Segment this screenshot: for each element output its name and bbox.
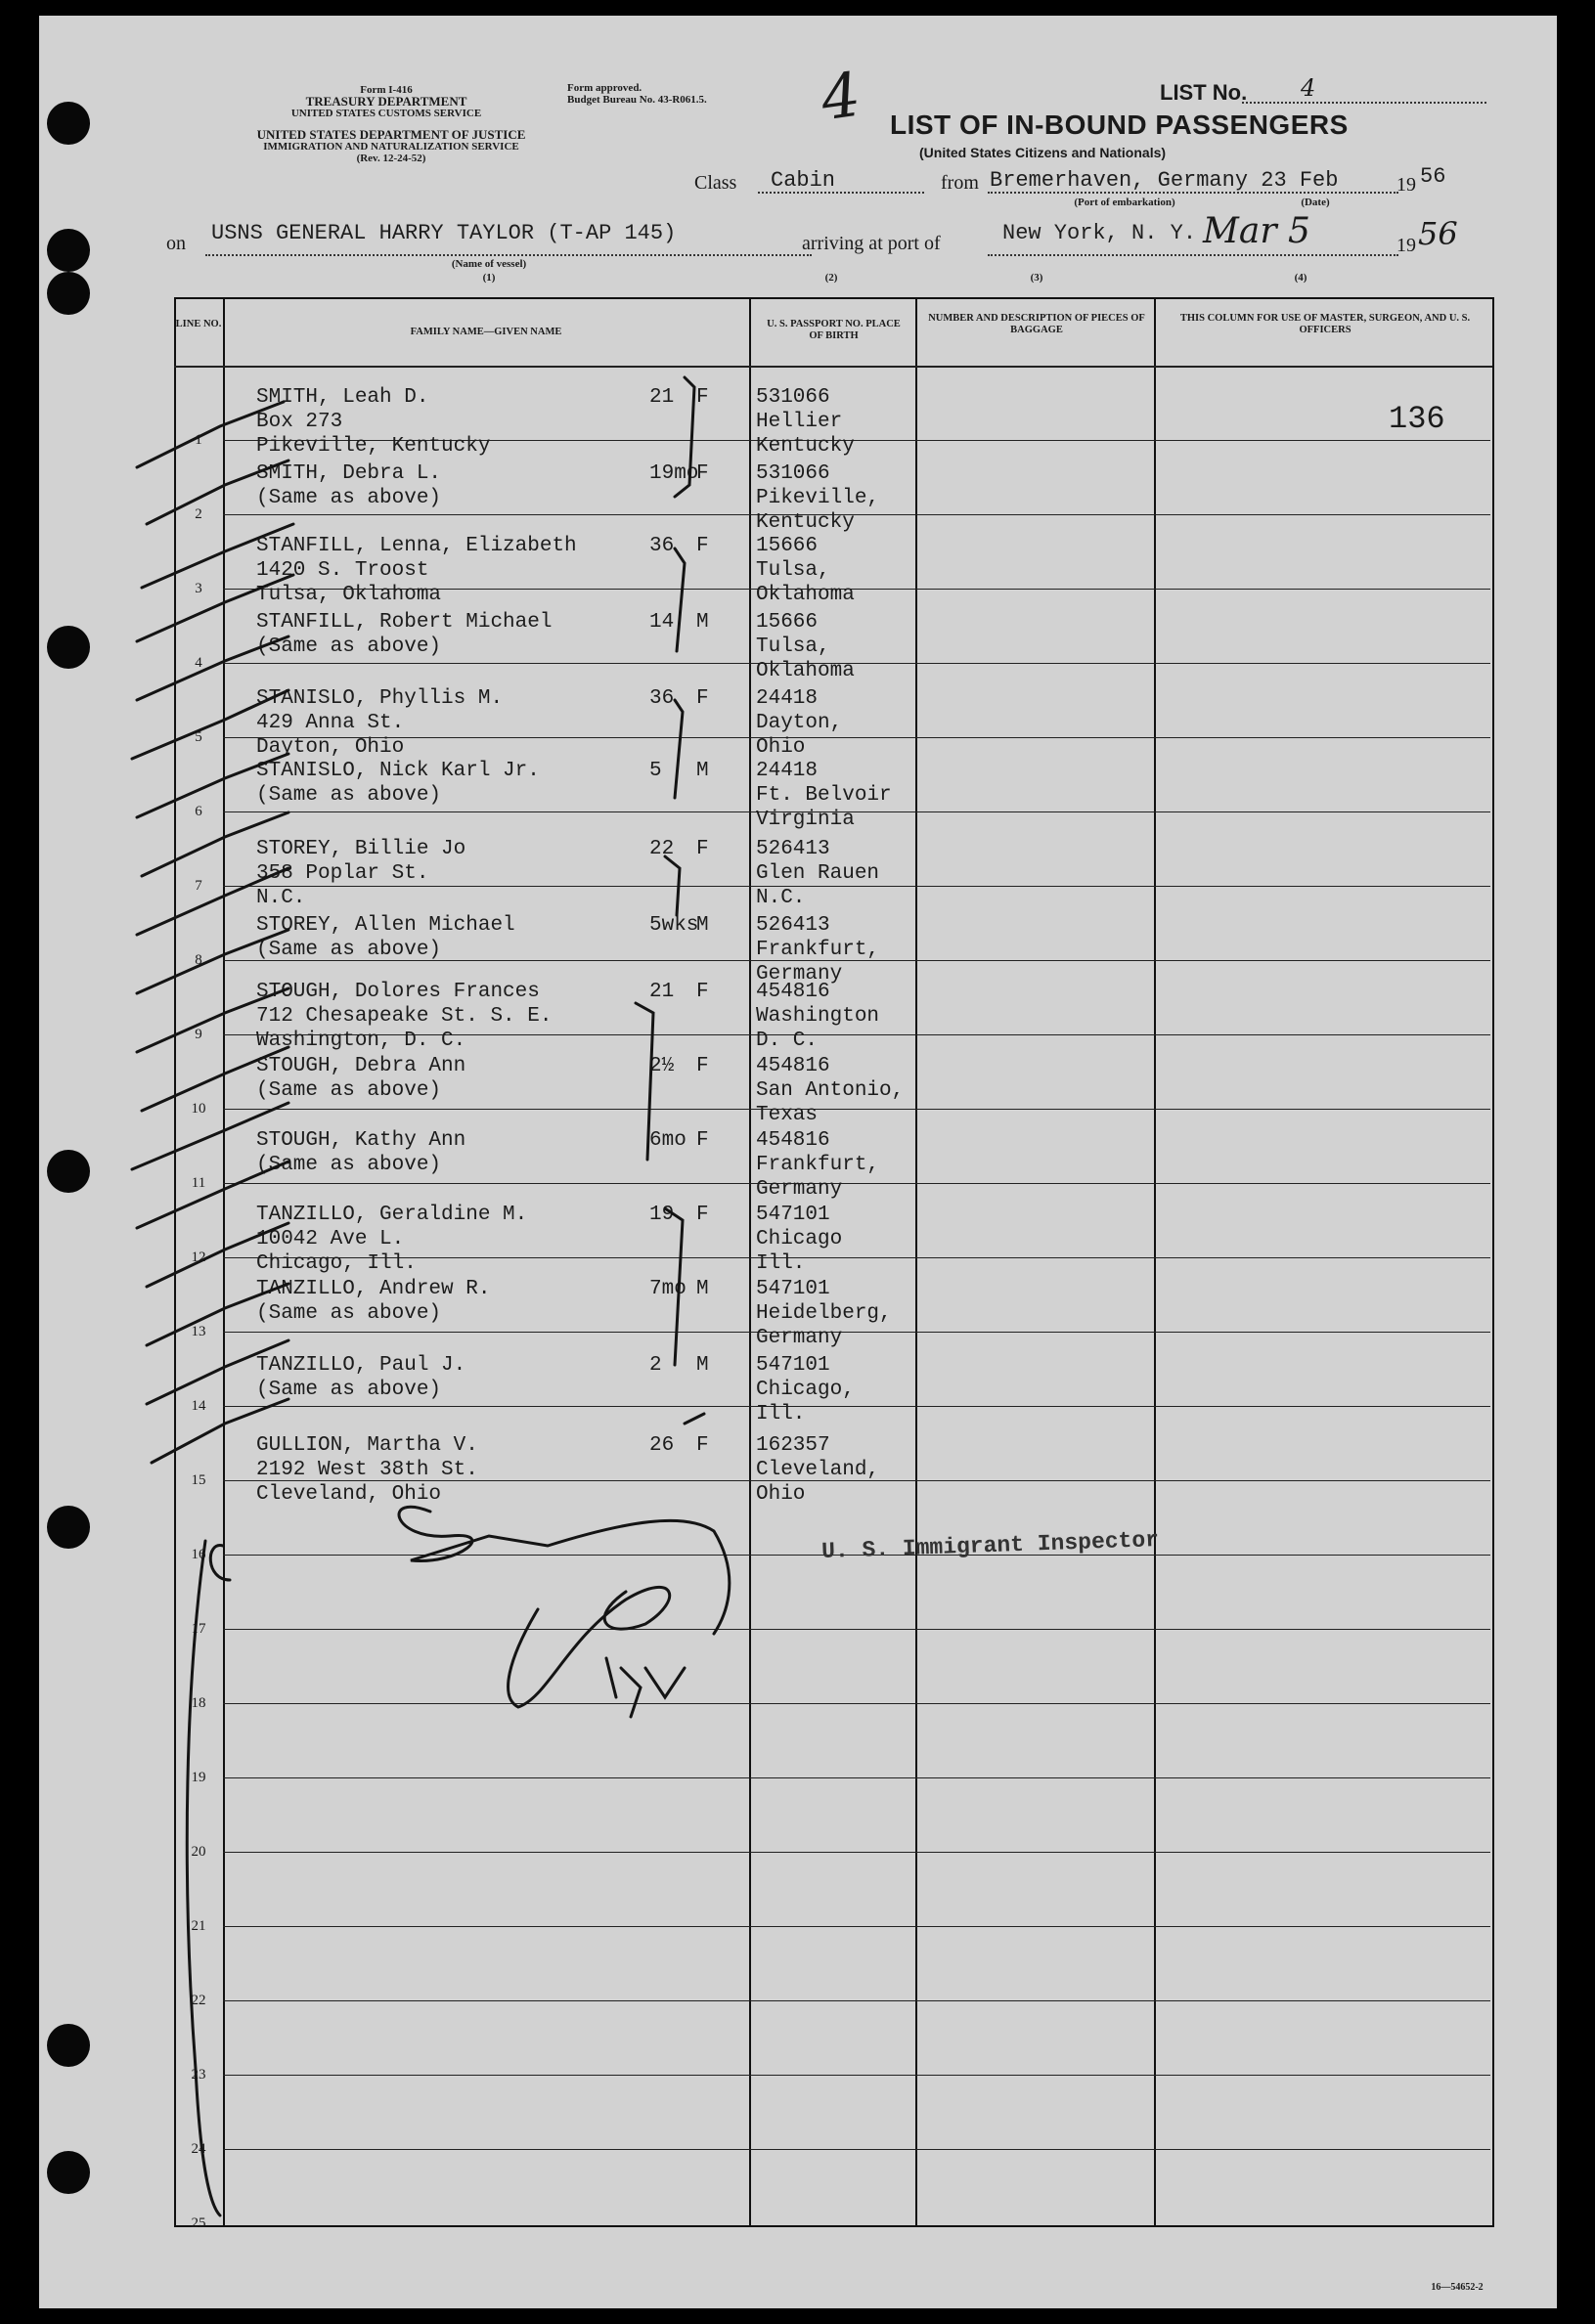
passenger-age: 19mo [649, 462, 699, 485]
passport-and-birthplace: 547101 Chicago Ill. [756, 1204, 843, 1275]
passenger-sex: F [696, 1055, 709, 1077]
binder-hole [47, 626, 90, 669]
check-mark [147, 1223, 288, 1287]
passenger-sex: F [696, 687, 709, 710]
signature [399, 1507, 730, 1634]
arrival-port: New York, N. Y. [1002, 221, 1197, 245]
passenger-name: SMITH, Debra L. (Same as above) [256, 462, 442, 509]
line-number: 25 [191, 2215, 206, 2231]
year-prefix-1: 19 [1396, 174, 1416, 196]
passenger-sex: M [696, 1354, 709, 1377]
passport-and-birthplace: 454816 San Antonio, Texas [756, 1055, 905, 1126]
header-line-no: LINE NO. [175, 319, 222, 329]
passenger-name: STANFILL, Robert Michael (Same as above) [256, 611, 553, 658]
check-mark [137, 1162, 288, 1228]
passenger-sex: F [696, 1129, 709, 1152]
passport-and-birthplace: 15666 Tulsa, Oklahoma [756, 535, 855, 606]
line-number: 7 [195, 878, 202, 894]
vessel-name: USNS GENERAL HARRY TAYLOR (T-AP 145) [211, 221, 677, 245]
passenger-name: STANFILL, Lenna, Elizabeth 1420 S. Troost Tulsa, Oklahoma [256, 535, 577, 606]
check-mark [142, 524, 293, 588]
justice-dept: UNITED STATES DEPARTMENT OF JUSTICE [256, 127, 526, 142]
line-number: 15 [191, 1472, 206, 1488]
check-mark [132, 690, 288, 759]
inspector-stamp: U. S. Immigrant Inspector [820, 1526, 1160, 1565]
from-label: from [941, 172, 979, 194]
on-label: on [166, 233, 186, 254]
passenger-sex: F [696, 1204, 709, 1226]
line-number: 24 [191, 2141, 206, 2157]
passenger-age: 19 [649, 1204, 675, 1226]
embarkation-value: Bremerhaven, Germany 23 Feb [990, 168, 1339, 193]
passport-and-birthplace: 162357 Cleveland, Ohio [756, 1434, 880, 1506]
passenger-sex: F [696, 462, 709, 485]
binder-hole [47, 1506, 90, 1549]
line-number: 17 [191, 1621, 206, 1637]
binder-hole [47, 102, 90, 145]
line-number: 10 [191, 1101, 206, 1117]
officer-note: 136 [1389, 401, 1445, 437]
header-name: FAMILY NAME—GIVEN NAME [410, 327, 562, 337]
list-subtitle: (United States Citizens and Nationals) [919, 145, 1167, 160]
line-number: 13 [191, 1324, 206, 1339]
document-page [39, 16, 1557, 2308]
header-officers: THIS COLUMN FOR USE OF MASTER, SURGEON, AND U. S. OFFICERS [1179, 313, 1471, 335]
passenger-name: TANZILLO, Paul J. (Same as above) [256, 1354, 466, 1401]
line-number: 19 [191, 1770, 206, 1785]
passenger-sex: M [696, 760, 709, 782]
bracket-mark [665, 856, 680, 915]
signature [509, 1587, 670, 1707]
passenger-sex: F [696, 535, 709, 557]
line-number: 21 [191, 1918, 206, 1934]
print-code: 16—54652-2 [1431, 2282, 1484, 2293]
class-value: Cabin [771, 168, 836, 193]
year-value-1: 56 [1420, 164, 1446, 189]
check-mark [142, 812, 288, 876]
bracket-mark [675, 548, 685, 651]
list-title: LIST OF IN-BOUND PASSENGERS [890, 110, 1349, 140]
passenger-name: STOUGH, Dolores Frances 712 Chesapeake St. S. E. Washington, D. C. [256, 981, 553, 1052]
passport-and-birthplace: 531066 Pikeville, Kentucky [756, 462, 880, 534]
passenger-sex: M [696, 914, 709, 937]
revision: (Rev. 12-24-52) [356, 153, 426, 164]
header-baggage: NUMBER AND DESCRIPTION OF PIECES OF BAGGAGE [928, 313, 1145, 335]
passenger-name: TANZILLO, Geraldine M. 10042 Ave L. Chicago, Ill. [256, 1204, 528, 1275]
bracket-long [187, 1541, 220, 2215]
line-number: 9 [195, 1027, 202, 1042]
handwriting-overlay [39, 16, 1557, 2308]
passenger-age: 14 [649, 611, 675, 634]
port-caption: (Port of embarkation) [1074, 197, 1175, 208]
line-number: 4 [195, 655, 202, 671]
treasury-dept: TREASURY DEPARTMENT [305, 94, 467, 109]
passenger-name: GULLION, Martha V. 2192 West 38th St. Cleveland, Ohio [256, 1434, 478, 1506]
passenger-age: 21 [649, 981, 675, 1003]
check-mark [152, 1399, 288, 1463]
binder-hole [47, 2151, 90, 2194]
passenger-age: 5wks [649, 914, 699, 937]
passenger-name: SMITH, Leah D. Box 273 Pikeville, Kentucky [256, 386, 491, 458]
binder-hole [47, 1150, 90, 1193]
passenger-sex: F [696, 838, 709, 860]
line-number: 14 [191, 1398, 206, 1414]
line-number: 16 [191, 1547, 206, 1562]
year-value-2: 56 [1418, 215, 1458, 252]
bracket-mark [665, 1208, 683, 1365]
passport-and-birthplace: 454816 Frankfurt, Germany [756, 1129, 880, 1201]
passenger-sex: M [696, 1278, 709, 1300]
col-index-1: (1) [482, 272, 496, 284]
passenger-name: STOREY, Billie Jo 358 Poplar St. N.C. [256, 838, 466, 909]
check-mark [137, 868, 288, 935]
class-label: Class [694, 172, 737, 194]
check-mark [137, 402, 284, 467]
form-number: Form I-416 [360, 84, 413, 96]
signature [606, 1658, 685, 1717]
check-mark [132, 1103, 288, 1169]
line-number: 8 [195, 952, 202, 968]
line-number: 2 [195, 506, 202, 522]
passport-and-birthplace: 24418 Dayton, Ohio [756, 687, 843, 759]
bracket-mark [685, 1414, 704, 1424]
bracket-mark [636, 1003, 653, 1160]
check-mark [137, 575, 293, 641]
passenger-sex: M [696, 611, 709, 634]
passenger-name: STOUGH, Debra Ann (Same as above) [256, 1055, 466, 1102]
passenger-age: 21 [649, 386, 675, 409]
passenger-name: STOREY, Allen Michael (Same as above) [256, 914, 515, 961]
passenger-age: 7mo [649, 1278, 687, 1300]
passenger-age: 36 [649, 687, 675, 710]
line-number: 5 [195, 729, 202, 745]
passenger-age: 26 [649, 1434, 675, 1457]
bracket-mark [675, 377, 694, 497]
line-number: 20 [191, 1844, 206, 1860]
line-number: 18 [191, 1695, 206, 1711]
check-mark [137, 754, 288, 817]
passport-and-birthplace: 526413 Frankfurt, Germany [756, 914, 880, 986]
check-mark [147, 1284, 288, 1345]
check-mark [147, 460, 288, 524]
line-number: 12 [191, 1250, 206, 1265]
line-number: 3 [195, 581, 202, 596]
passport-and-birthplace: 526413 Glen Rauen N.C. [756, 838, 880, 909]
col-index-2: (2) [824, 272, 838, 284]
check-mark [142, 1047, 288, 1111]
check-mark [147, 1340, 288, 1404]
passenger-sex: F [696, 386, 709, 409]
vessel-caption: (Name of vessel) [451, 258, 527, 270]
binder-hole [47, 272, 90, 315]
passport-and-birthplace: 547101 Chicago, Ill. [756, 1354, 855, 1425]
handwritten-number: 4 [817, 58, 865, 135]
bracket-mark [675, 700, 683, 798]
passport-and-birthplace: 454816 Washington D. C. [756, 981, 880, 1052]
line-number: 11 [191, 1175, 206, 1191]
check-mark [137, 988, 288, 1052]
arriving-label: arriving at port of [802, 233, 941, 254]
passenger-sex: F [696, 981, 709, 1003]
line-number: 23 [191, 2067, 206, 2083]
date-caption: (Date) [1301, 197, 1330, 208]
list-no-value: 4 [1301, 74, 1316, 102]
binder-hole [47, 2024, 90, 2067]
passenger-age: 22 [649, 838, 675, 860]
ins-service: IMMIGRATION AND NATURALIZATION SERVICE [263, 141, 519, 153]
passport-and-birthplace: 15666 Tulsa, Oklahoma [756, 611, 855, 682]
line-number: 1 [195, 432, 202, 448]
passport-and-birthplace: 547101 Heidelberg, Germany [756, 1278, 892, 1349]
line-number: 22 [191, 1993, 206, 2008]
line-16-circle [210, 1546, 230, 1580]
passenger-age: 36 [649, 535, 675, 557]
header-passport: U. S. PASSPORT NO. PLACE OF BIRTH [767, 319, 901, 341]
passenger-age: 2½ [649, 1055, 675, 1077]
passenger-sex: F [696, 1434, 709, 1457]
arrival-date-handwritten: Mar 5 [1203, 211, 1310, 251]
check-mark [137, 930, 288, 993]
passenger-age: 6mo [649, 1129, 687, 1152]
passenger-name: STOUGH, Kathy Ann (Same as above) [256, 1129, 466, 1176]
passenger-age: 5 [649, 760, 662, 782]
passenger-name: STANISLO, Phyllis M. 429 Anna St. Dayton, Ohio [256, 687, 504, 759]
passenger-name: TANZILLO, Andrew R. (Same as above) [256, 1278, 491, 1325]
check-mark [137, 636, 288, 700]
list-no-label: LIST No. [1160, 80, 1248, 105]
budget-bureau: Budget Bureau No. 43-R061.5. [567, 94, 707, 106]
passport-and-birthplace: 24418 Ft. Belvoir Virginia [756, 760, 892, 831]
year-prefix-2: 19 [1396, 235, 1416, 256]
col-index-3: (3) [1030, 272, 1043, 284]
customs-service: UNITED STATES CUSTOMS SERVICE [290, 108, 482, 119]
form-approved: Form approved. [567, 82, 642, 94]
col-index-4: (4) [1294, 272, 1307, 284]
line-number: 6 [195, 804, 202, 819]
binder-hole [47, 229, 90, 272]
passport-and-birthplace: 531066 Hellier Kentucky [756, 386, 855, 458]
passenger-age: 2 [649, 1354, 662, 1377]
passenger-name: STANISLO, Nick Karl Jr. (Same as above) [256, 760, 540, 807]
